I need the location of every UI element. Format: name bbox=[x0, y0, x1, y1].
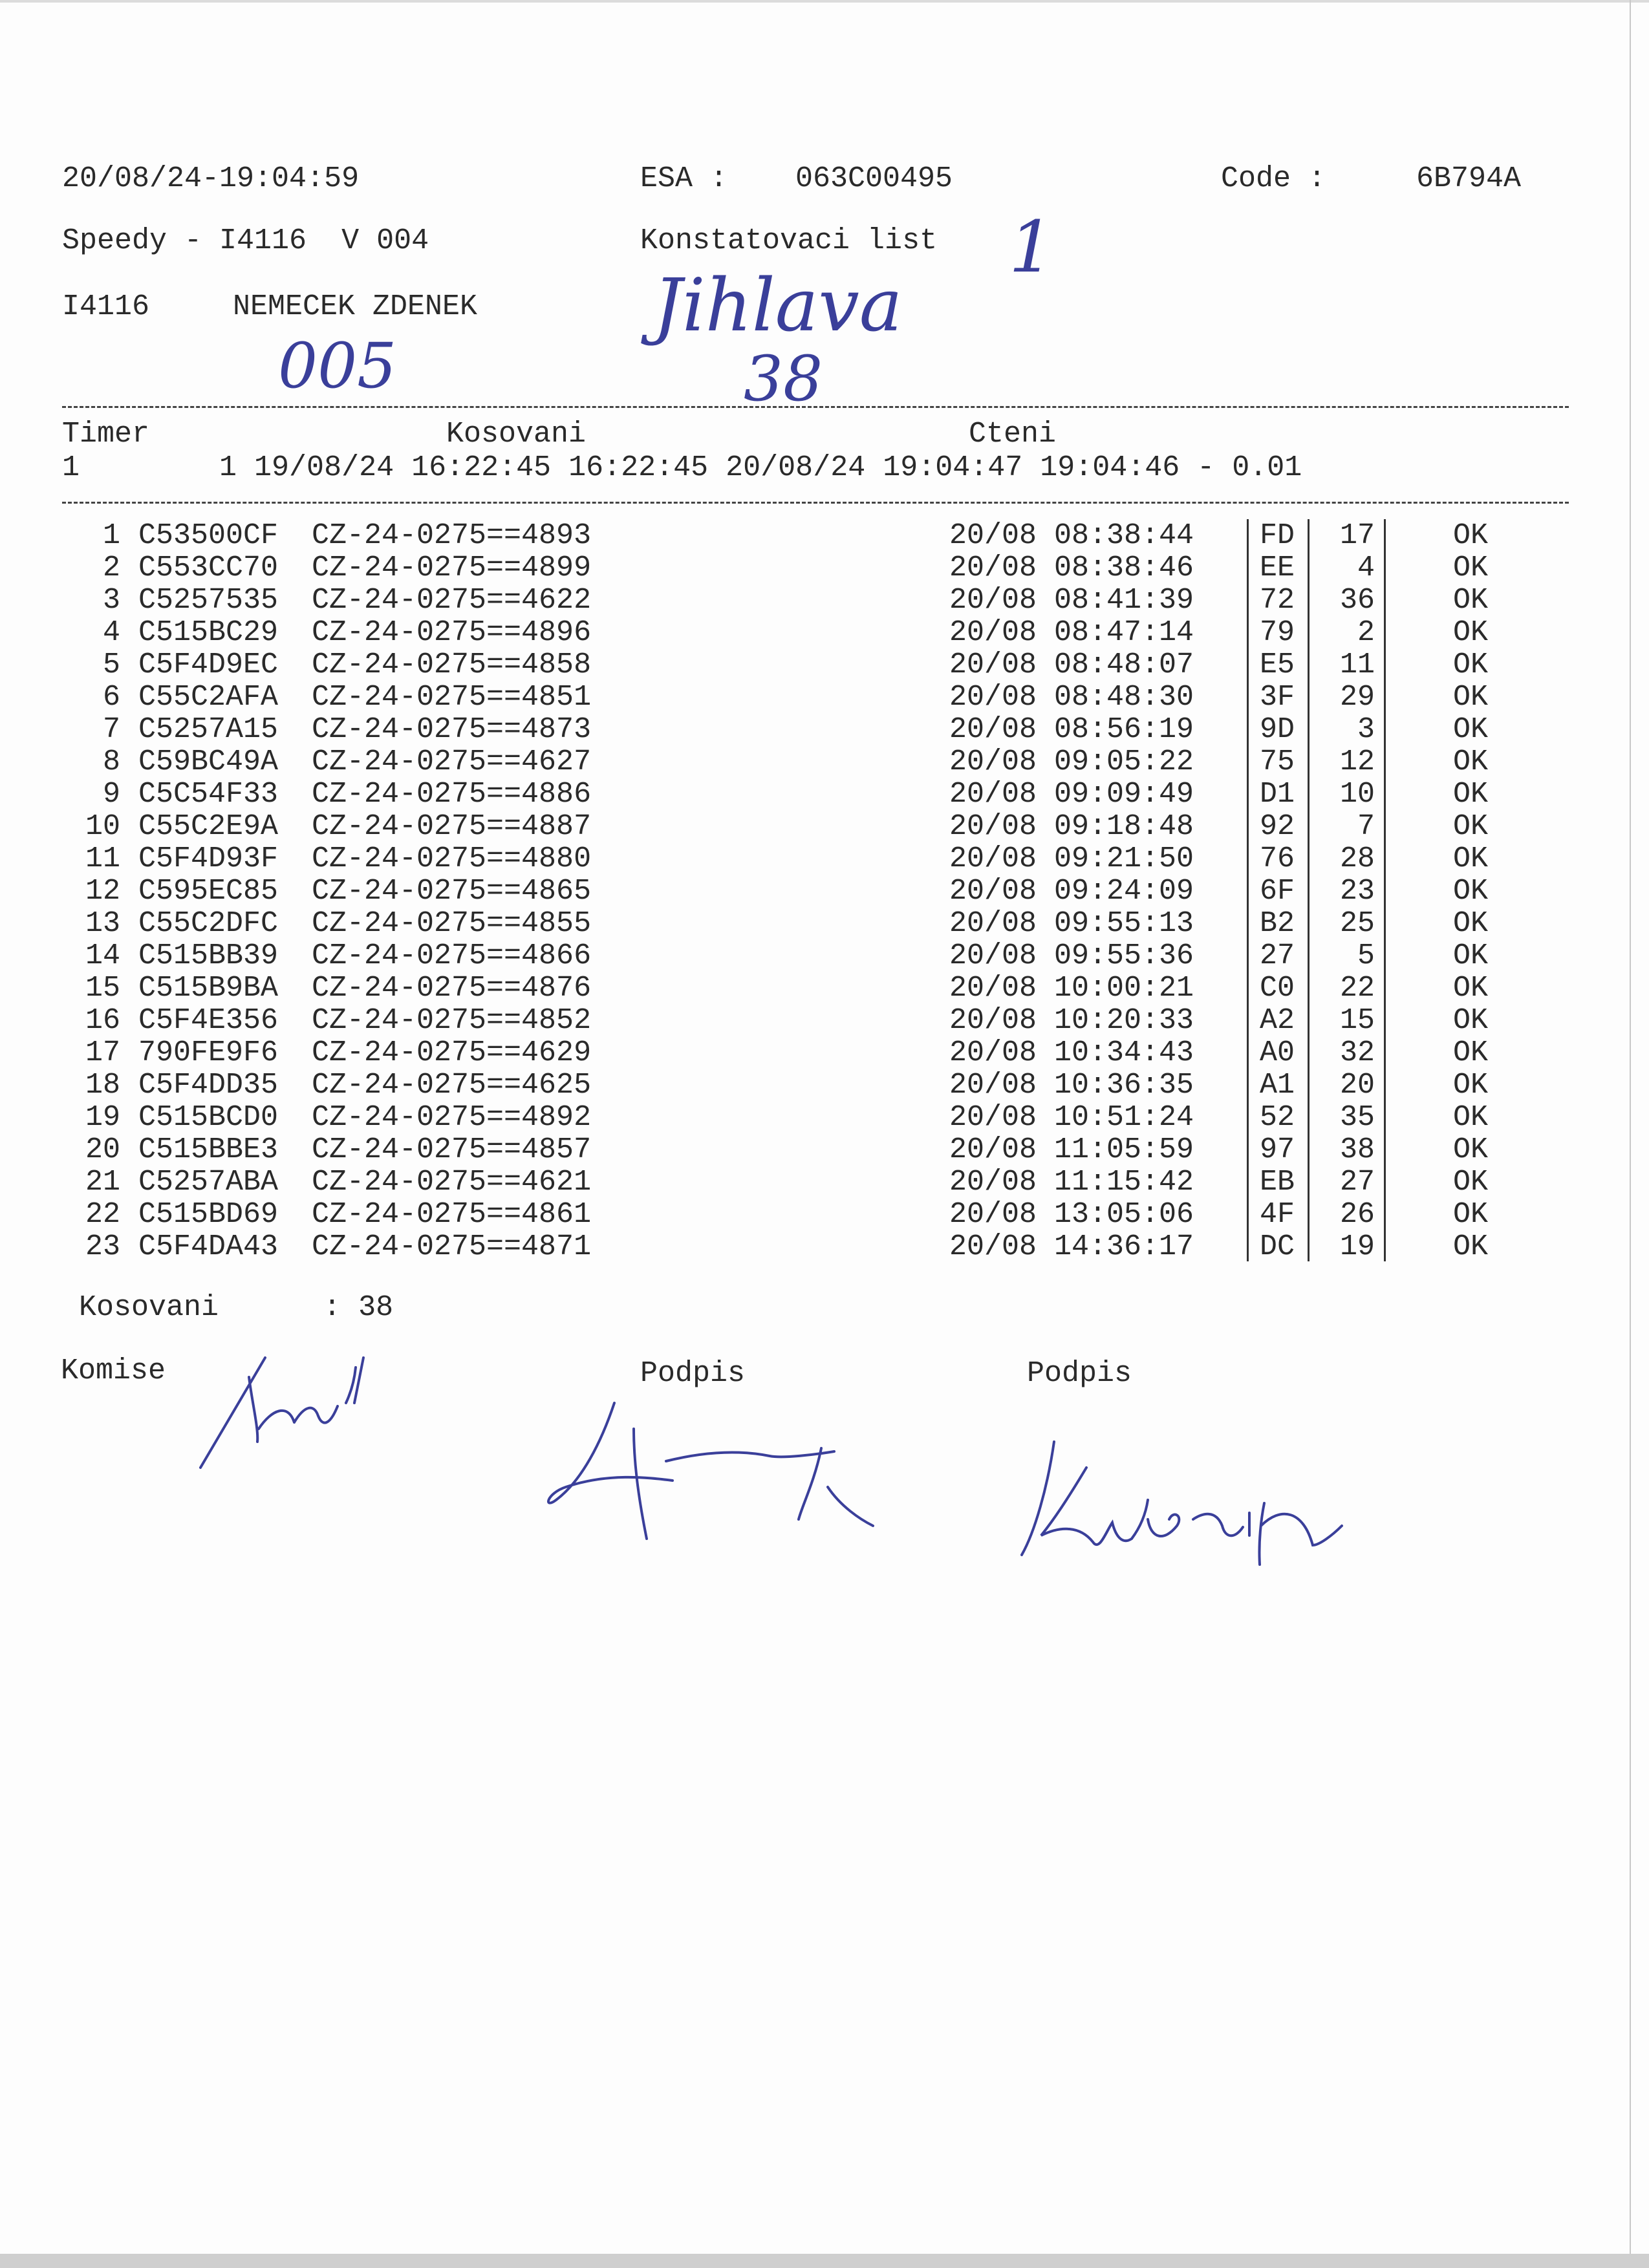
ring-id: CZ-24-0275==4873 bbox=[312, 713, 592, 746]
chip-id: C595EC85 bbox=[138, 875, 279, 908]
table-row bbox=[0, 1199, 1649, 1231]
row-number: 17 bbox=[85, 1036, 120, 1069]
ring-id: CZ-24-0275==4871 bbox=[312, 1230, 592, 1263]
report-datetime: 20/08/24-19:04:59 bbox=[62, 162, 360, 195]
status-ok: OK bbox=[1453, 616, 1489, 649]
table-row bbox=[0, 520, 1649, 552]
status-ok: OK bbox=[1453, 1198, 1489, 1231]
status-ok: OK bbox=[1453, 810, 1489, 843]
table-row bbox=[0, 940, 1649, 972]
arrival-time: 20/08 09:05:22 bbox=[949, 745, 1194, 778]
rank-count: 12 bbox=[1339, 745, 1375, 778]
rank-count: 5 bbox=[1357, 939, 1375, 972]
rank-count: 32 bbox=[1339, 1036, 1375, 1069]
row-number: 19 bbox=[85, 1101, 120, 1134]
podpis-2-signature bbox=[1009, 1429, 1358, 1578]
handwritten-sheet-number: 1 bbox=[1009, 206, 1054, 288]
chip-id: C5257A15 bbox=[138, 713, 279, 746]
status-ok: OK bbox=[1453, 648, 1489, 681]
arrival-time: 20/08 08:56:19 bbox=[949, 713, 1194, 746]
hex-code: 92 bbox=[1260, 810, 1295, 843]
table-row bbox=[0, 1231, 1649, 1263]
ring-id: CZ-24-0275==4899 bbox=[312, 551, 592, 584]
code-label: Code : bbox=[1221, 162, 1326, 195]
komise-label: Komise bbox=[61, 1354, 166, 1387]
arrival-time: 20/08 08:38:44 bbox=[949, 519, 1194, 552]
status-ok: OK bbox=[1453, 1230, 1489, 1263]
hex-code: 76 bbox=[1260, 842, 1295, 875]
table-row bbox=[0, 908, 1649, 940]
rank-count: 3 bbox=[1357, 713, 1375, 746]
timer-label: Timer bbox=[62, 418, 150, 451]
table-row bbox=[0, 1069, 1649, 1102]
status-ok: OK bbox=[1453, 681, 1489, 714]
table-row bbox=[0, 875, 1649, 908]
table-row bbox=[0, 811, 1649, 843]
table-row bbox=[0, 649, 1649, 681]
chip-id: C5F4DA43 bbox=[138, 1230, 279, 1263]
ring-id: CZ-24-0275==4621 bbox=[312, 1166, 592, 1199]
arrival-time: 20/08 09:24:09 bbox=[949, 875, 1194, 908]
table-row bbox=[0, 1134, 1649, 1166]
table-row bbox=[0, 972, 1649, 1005]
esa-label: ESA : bbox=[640, 162, 728, 195]
status-ok: OK bbox=[1453, 551, 1489, 584]
row-number: 21 bbox=[85, 1166, 120, 1199]
ring-id: CZ-24-0275==4629 bbox=[312, 1036, 592, 1069]
table-row bbox=[0, 552, 1649, 584]
arrival-time: 20/08 10:00:21 bbox=[949, 972, 1194, 1005]
divider-top bbox=[62, 406, 1569, 408]
status-ok: OK bbox=[1453, 1101, 1489, 1134]
row-number: 1 bbox=[102, 519, 120, 552]
ring-id: CZ-24-0275==4858 bbox=[312, 648, 592, 681]
hex-code: 9D bbox=[1260, 713, 1295, 746]
arrival-time: 20/08 09:09:49 bbox=[949, 778, 1194, 811]
chip-id: C5F4DD35 bbox=[138, 1069, 279, 1102]
hex-code: EE bbox=[1260, 551, 1295, 584]
table-row bbox=[0, 778, 1649, 811]
arrival-time: 20/08 08:48:30 bbox=[949, 681, 1194, 714]
status-ok: OK bbox=[1453, 1069, 1489, 1102]
rank-count: 27 bbox=[1339, 1166, 1375, 1199]
table-row bbox=[0, 1102, 1649, 1134]
handwritten-place: Jihlava bbox=[653, 264, 903, 348]
hex-code: 6F bbox=[1260, 875, 1295, 908]
table-row bbox=[0, 714, 1649, 746]
hex-code: C0 bbox=[1260, 972, 1295, 1005]
arrival-time: 20/08 09:55:36 bbox=[949, 939, 1194, 972]
ring-id: CZ-24-0275==4887 bbox=[312, 810, 592, 843]
hex-code: A1 bbox=[1260, 1069, 1295, 1102]
row-number: 5 bbox=[102, 648, 120, 681]
status-ok: OK bbox=[1453, 939, 1489, 972]
arrival-time: 20/08 08:41:39 bbox=[949, 584, 1194, 617]
ring-id: CZ-24-0275==4893 bbox=[312, 519, 592, 552]
podpis-1-signature bbox=[537, 1390, 899, 1552]
chip-id: C553CC70 bbox=[138, 551, 279, 584]
hex-code: 72 bbox=[1260, 584, 1295, 617]
arrival-time: 20/08 10:34:43 bbox=[949, 1036, 1194, 1069]
hex-code: D1 bbox=[1260, 778, 1295, 811]
rank-count: 4 bbox=[1357, 551, 1375, 584]
status-ok: OK bbox=[1453, 907, 1489, 940]
rank-count: 26 bbox=[1339, 1198, 1375, 1231]
status-ok: OK bbox=[1453, 584, 1489, 617]
timer-line: 1 1 19/08/24 16:22:45 16:22:45 20/08/24 19:04:47 19:04:46 - 0.01 bbox=[62, 451, 1302, 484]
rank-count: 11 bbox=[1339, 648, 1375, 681]
hex-code: DC bbox=[1260, 1230, 1295, 1263]
ring-id: CZ-24-0275==4857 bbox=[312, 1133, 592, 1166]
table-row bbox=[0, 1005, 1649, 1037]
rank-count: 25 bbox=[1339, 907, 1375, 940]
chip-id: C55C2AFA bbox=[138, 681, 279, 714]
owner-name: NEMECEK ZDENEK bbox=[233, 290, 478, 323]
row-number: 23 bbox=[85, 1230, 120, 1263]
row-number: 9 bbox=[102, 778, 120, 811]
row-number: 11 bbox=[85, 842, 120, 875]
rank-count: 19 bbox=[1339, 1230, 1375, 1263]
chip-id: C5257ABA bbox=[138, 1166, 279, 1199]
ring-id: CZ-24-0275==4861 bbox=[312, 1198, 592, 1231]
row-number: 6 bbox=[102, 681, 120, 714]
arrival-time: 20/08 08:47:14 bbox=[949, 616, 1194, 649]
arrival-time: 20/08 09:18:48 bbox=[949, 810, 1194, 843]
rank-count: 10 bbox=[1339, 778, 1375, 811]
ring-id: CZ-24-0275==4627 bbox=[312, 745, 592, 778]
arrival-time: 20/08 08:48:07 bbox=[949, 648, 1194, 681]
row-number: 13 bbox=[85, 907, 120, 940]
arrival-time: 20/08 11:05:59 bbox=[949, 1133, 1194, 1166]
code-value: 6B794A bbox=[1416, 162, 1522, 195]
chip-id: C515BCD0 bbox=[138, 1101, 279, 1134]
scan-bottom-edge bbox=[0, 2254, 1649, 2268]
status-ok: OK bbox=[1453, 842, 1489, 875]
chip-id: C53500CF bbox=[138, 519, 279, 552]
chip-id: 790FE9F6 bbox=[138, 1036, 279, 1069]
rank-count: 17 bbox=[1339, 519, 1375, 552]
table-row bbox=[0, 746, 1649, 778]
hex-code: A2 bbox=[1260, 1004, 1295, 1037]
chip-id: C515BB39 bbox=[138, 939, 279, 972]
status-ok: OK bbox=[1453, 1004, 1489, 1037]
row-number: 10 bbox=[85, 810, 120, 843]
rank-count: 7 bbox=[1357, 810, 1375, 843]
rank-count: 22 bbox=[1339, 972, 1375, 1005]
esa-value: 063C00495 bbox=[795, 162, 953, 195]
rank-count: 15 bbox=[1339, 1004, 1375, 1037]
chip-id: C5257535 bbox=[138, 584, 279, 617]
chip-id: C515BC29 bbox=[138, 616, 279, 649]
status-ok: OK bbox=[1453, 713, 1489, 746]
status-ok: OK bbox=[1453, 1133, 1489, 1166]
hex-code: 3F bbox=[1260, 681, 1295, 714]
ring-id: CZ-24-0275==4625 bbox=[312, 1069, 592, 1102]
status-ok: OK bbox=[1453, 1036, 1489, 1069]
hex-code: A0 bbox=[1260, 1036, 1295, 1069]
arrival-time: 20/08 10:36:35 bbox=[949, 1069, 1194, 1102]
chip-id: C5C54F33 bbox=[138, 778, 279, 811]
rank-count: 38 bbox=[1339, 1133, 1375, 1166]
arrival-time: 20/08 10:51:24 bbox=[949, 1101, 1194, 1134]
row-number: 8 bbox=[102, 745, 120, 778]
chip-id: C5F4D9EC bbox=[138, 648, 279, 681]
row-number: 14 bbox=[85, 939, 120, 972]
status-ok: OK bbox=[1453, 875, 1489, 908]
row-number: 15 bbox=[85, 972, 120, 1005]
row-number: 12 bbox=[85, 875, 120, 908]
arrival-time: 20/08 10:20:33 bbox=[949, 1004, 1194, 1037]
arrival-time: 20/08 13:05:06 bbox=[949, 1198, 1194, 1231]
rank-count: 36 bbox=[1339, 584, 1375, 617]
row-number: 7 bbox=[102, 713, 120, 746]
hex-code: E5 bbox=[1260, 648, 1295, 681]
table-row bbox=[0, 584, 1649, 617]
table-row bbox=[0, 617, 1649, 649]
rank-count: 29 bbox=[1339, 681, 1375, 714]
rank-count: 35 bbox=[1339, 1101, 1375, 1134]
podpis-label-1: Podpis bbox=[640, 1357, 746, 1390]
table-row bbox=[0, 1166, 1649, 1199]
komise-signature bbox=[181, 1332, 414, 1481]
scan-top-edge bbox=[0, 0, 1649, 3]
hex-code: 75 bbox=[1260, 745, 1295, 778]
cteni-label: Cteni bbox=[969, 418, 1057, 451]
hex-code: FD bbox=[1260, 519, 1295, 552]
status-ok: OK bbox=[1453, 519, 1489, 552]
device-line: Speedy - I4116 V 004 bbox=[62, 224, 429, 257]
arrival-time: 20/08 09:55:13 bbox=[949, 907, 1194, 940]
status-ok: OK bbox=[1453, 745, 1489, 778]
divider-middle bbox=[62, 502, 1569, 504]
arrival-time: 20/08 08:38:46 bbox=[949, 551, 1194, 584]
hex-code: EB bbox=[1260, 1166, 1295, 1199]
status-ok: OK bbox=[1453, 972, 1489, 1005]
ring-id: CZ-24-0275==4896 bbox=[312, 616, 592, 649]
chip-id: C515BD69 bbox=[138, 1198, 279, 1231]
row-number: 18 bbox=[85, 1069, 120, 1102]
table-row bbox=[0, 681, 1649, 714]
row-number: 20 bbox=[85, 1133, 120, 1166]
ring-id: CZ-24-0275==4866 bbox=[312, 939, 592, 972]
ring-id: CZ-24-0275==4880 bbox=[312, 842, 592, 875]
chip-id: C55C2E9A bbox=[138, 810, 279, 843]
row-number: 2 bbox=[102, 551, 120, 584]
chip-id: C515BBE3 bbox=[138, 1133, 279, 1166]
row-number: 16 bbox=[85, 1004, 120, 1037]
hex-code: 52 bbox=[1260, 1101, 1295, 1134]
arrival-time: 20/08 09:21:50 bbox=[949, 842, 1194, 875]
ring-id: CZ-24-0275==4865 bbox=[312, 875, 592, 908]
chip-id: C5F4E356 bbox=[138, 1004, 279, 1037]
kosovani-summary: Kosovani : 38 bbox=[79, 1291, 394, 1324]
rank-count: 23 bbox=[1339, 875, 1375, 908]
ring-id: CZ-24-0275==4852 bbox=[312, 1004, 592, 1037]
ring-id: CZ-24-0275==4892 bbox=[312, 1101, 592, 1134]
hex-code: 79 bbox=[1260, 616, 1295, 649]
ring-id: CZ-24-0275==4622 bbox=[312, 584, 592, 617]
status-ok: OK bbox=[1453, 778, 1489, 811]
kosovani-label: Kosovani bbox=[446, 418, 587, 451]
table-row bbox=[0, 1037, 1649, 1069]
arrival-time: 20/08 14:36:17 bbox=[949, 1230, 1194, 1263]
sheet-title: Konstatovaci list bbox=[640, 224, 938, 257]
rank-count: 28 bbox=[1339, 842, 1375, 875]
hex-code: 4F bbox=[1260, 1198, 1295, 1231]
status-ok: OK bbox=[1453, 1166, 1489, 1199]
row-number: 22 bbox=[85, 1198, 120, 1231]
hex-code: B2 bbox=[1260, 907, 1295, 940]
ring-id: CZ-24-0275==4851 bbox=[312, 681, 592, 714]
handwritten-count: 38 bbox=[744, 343, 823, 415]
chip-id: C515B9BA bbox=[138, 972, 279, 1005]
podpis-label-2: Podpis bbox=[1027, 1357, 1132, 1390]
hex-code: 27 bbox=[1260, 939, 1295, 972]
row-number: 3 bbox=[102, 584, 120, 617]
chip-id: C55C2DFC bbox=[138, 907, 279, 940]
hex-code: 97 bbox=[1260, 1133, 1295, 1166]
rank-count: 20 bbox=[1339, 1069, 1375, 1102]
arrival-time: 20/08 11:15:42 bbox=[949, 1166, 1194, 1199]
table-row bbox=[0, 843, 1649, 875]
ring-id: CZ-24-0275==4876 bbox=[312, 972, 592, 1005]
rank-count: 2 bbox=[1357, 616, 1375, 649]
handwritten-owner-number: 005 bbox=[278, 330, 397, 402]
row-number: 4 bbox=[102, 616, 120, 649]
ring-id: CZ-24-0275==4855 bbox=[312, 907, 592, 940]
chip-id: C5F4D93F bbox=[138, 842, 279, 875]
ring-id: CZ-24-0275==4886 bbox=[312, 778, 592, 811]
chip-id: C59BC49A bbox=[138, 745, 279, 778]
owner-id: I4116 bbox=[62, 290, 150, 323]
